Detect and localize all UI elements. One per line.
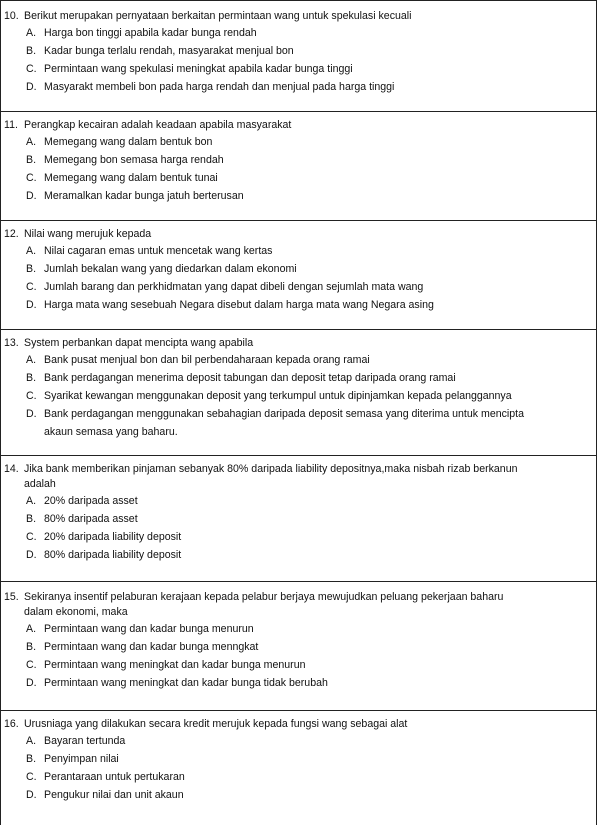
option-text: 80% daripada asset: [44, 513, 138, 525]
question-text: Perangkap kecairan adalah keadaan apabila masyarakat: [24, 119, 292, 131]
question-text: Urusniaga yang dilakukan secara kredit merujuk kepada fungsi wang sebagai alat: [24, 718, 408, 730]
divider: [0, 220, 597, 221]
option-letter: C.: [26, 172, 37, 184]
question-stem: [4, 590, 594, 605]
option-text: 20% daripada asset: [44, 495, 138, 507]
option-d: [26, 546, 594, 564]
question-text: Nilai wang merujuk kepada: [24, 228, 152, 240]
option-text: Masyarakt membeli bon pada harga rendah dan menjual pada harga tinggi: [44, 81, 395, 93]
option-letter: A.: [26, 623, 37, 635]
option-letter: D.: [26, 789, 37, 801]
option-letter: D.: [26, 190, 37, 202]
option-letter: A.: [26, 735, 37, 747]
option-letter: C.: [26, 531, 37, 543]
question-text: Berikut merupakan pernyataan berkaitan permintaan wang untuk spekulasi kecuali: [24, 10, 412, 22]
question-number: 10.: [4, 10, 19, 22]
option-text: Permintaan wang meningkat dan kadar bunga tidak berubah: [44, 677, 328, 689]
option-text: Perantaraan untuk pertukaran: [44, 771, 185, 783]
option-letter: B.: [26, 753, 37, 765]
option-d: [26, 187, 594, 205]
question-stem: [4, 717, 594, 732]
option-letter: D.: [26, 408, 37, 420]
option-text: Syarikat kewangan menggunakan deposit yang terkumpul untuk dipinjamkan kepada pelanggannya: [44, 390, 512, 402]
option-text: Jumlah bekalan wang yang diedarkan dalam ekonomi: [44, 263, 297, 275]
option-c: [26, 278, 594, 296]
question-stem: [4, 336, 594, 351]
option-text: Harga mata wang sesebuah Negara disebut dalam harga mata wang Negara asing: [44, 299, 434, 311]
option-text: Bank pusat menjual bon dan bil perbendaharaan kepada orang ramai: [44, 354, 370, 366]
option-a: [26, 24, 594, 42]
option-c: [26, 387, 594, 405]
option-text: Permintaan wang dan kadar bunga menurun: [44, 623, 254, 635]
question-13: [4, 336, 594, 441]
option-letter: B.: [26, 154, 37, 166]
option-text: Pengukur nilai dan unit akaun: [44, 789, 184, 801]
option-letter: C.: [26, 659, 37, 671]
option-a: [26, 732, 594, 750]
option-text: Memegang wang dalam bentuk bon: [44, 136, 213, 148]
option-letter: B.: [26, 513, 37, 525]
question-text-continued: adalah: [24, 478, 56, 490]
question-15: [4, 590, 594, 692]
question-number: 15.: [4, 591, 19, 603]
question-stem: [4, 227, 594, 242]
option-a: [26, 620, 594, 638]
option-text: Permintaan wang meningkat dan kadar bunga menurun: [44, 659, 306, 671]
option-c: [26, 60, 594, 78]
option-text: Bank perdagangan menerima deposit tabungan dan deposit tetap daripada orang ramai: [44, 372, 456, 384]
question-number: 12.: [4, 228, 19, 240]
option-letter: A.: [26, 495, 37, 507]
divider: [0, 455, 597, 456]
option-text: Meramalkan kadar bunga jatuh berterusan: [44, 190, 244, 202]
option-letter: A.: [26, 136, 37, 148]
option-b: [26, 638, 594, 656]
option-letter: D.: [26, 299, 37, 311]
option-text: Jumlah barang dan perkhidmatan yang dapat dibeli dengan sejumlah mata wang: [44, 281, 424, 293]
option-text: Nilai cagaran emas untuk mencetak wang kertas: [44, 245, 273, 257]
option-text: Permintaan wang dan kadar bunga menngkat: [44, 641, 259, 653]
option-letter: D.: [26, 549, 37, 561]
option-letter: B.: [26, 641, 37, 653]
option-text: 80% daripada liability deposit: [44, 549, 182, 561]
option-c: [26, 528, 594, 546]
question-12: [4, 227, 594, 314]
question-11: [4, 118, 594, 205]
option-b: [26, 260, 594, 278]
option-letter: D.: [26, 677, 37, 689]
option-text: Permintaan wang spekulasi meningkat apabila kadar bunga tinggi: [44, 63, 353, 75]
option-text: Bank perdagangan menggunakan sebahagian daripada deposit semasa yang diterima untuk mencipta: [44, 408, 524, 420]
option-a: [26, 492, 594, 510]
question-stem-continued: [4, 605, 594, 620]
option-c: [26, 768, 594, 786]
option-b: [26, 42, 594, 60]
question-stem: [4, 118, 594, 133]
question-text: Sekiranya insentif pelaburan kerajaan kepada pelabur berjaya mewujudkan peluang pekerjaan baharu: [24, 591, 504, 603]
option-letter: C.: [26, 281, 37, 293]
question-stem: [4, 462, 594, 477]
option-letter: B.: [26, 263, 37, 275]
option-letter: A.: [26, 27, 37, 39]
divider: [0, 710, 597, 711]
option-letter: B.: [26, 45, 37, 57]
question-number: 11.: [4, 119, 18, 131]
option-d: [26, 674, 594, 692]
option-letter: A.: [26, 245, 37, 257]
option-text-continued: akaun semasa yang baharu.: [44, 426, 178, 438]
option-letter: C.: [26, 63, 37, 75]
option-d-continued: [26, 423, 594, 441]
option-d: [26, 786, 594, 804]
option-c: [26, 656, 594, 674]
question-number: 13.: [4, 337, 19, 349]
question-14: [4, 462, 594, 564]
question-number: 14.: [4, 463, 19, 475]
option-a: [26, 351, 594, 369]
option-d: [26, 78, 594, 96]
option-d: [26, 405, 594, 423]
option-text: 20% daripada liability deposit: [44, 531, 182, 543]
option-text: Harga bon tinggi apabila kadar bunga rendah: [44, 27, 257, 39]
divider: [0, 111, 597, 112]
question-text-continued: dalam ekonomi, maka: [24, 606, 128, 618]
question-stem-continued: [4, 477, 594, 492]
option-text: Memegang wang dalam bentuk tunai: [44, 172, 218, 184]
option-a: [26, 242, 594, 260]
option-b: [26, 510, 594, 528]
option-c: [26, 169, 594, 187]
option-b: [26, 151, 594, 169]
option-letter: C.: [26, 390, 37, 402]
option-letter: C.: [26, 771, 37, 783]
option-text: Bayaran tertunda: [44, 735, 126, 747]
option-text: Kadar bunga terlalu rendah, masyarakat menjual bon: [44, 45, 294, 57]
divider: [0, 581, 597, 582]
option-letter: D.: [26, 81, 37, 93]
option-letter: B.: [26, 372, 37, 384]
option-b: [26, 369, 594, 387]
question-text: Jika bank memberikan pinjaman sebanyak 80% daripada liability depositnya,maka nisbah rizab berkanun: [24, 463, 518, 475]
question-text: System perbankan dapat mencipta wang apabila: [24, 337, 254, 349]
option-a: [26, 133, 594, 151]
option-text: Penyimpan nilai: [44, 753, 119, 765]
question-16: [4, 717, 594, 804]
divider: [0, 329, 597, 330]
question-number: 16.: [4, 718, 19, 730]
question-stem: [4, 9, 594, 24]
question-10: [4, 9, 594, 96]
option-b: [26, 750, 594, 768]
option-text: Memegang bon semasa harga rendah: [44, 154, 224, 166]
option-letter: A.: [26, 354, 37, 366]
option-d: [26, 296, 594, 314]
